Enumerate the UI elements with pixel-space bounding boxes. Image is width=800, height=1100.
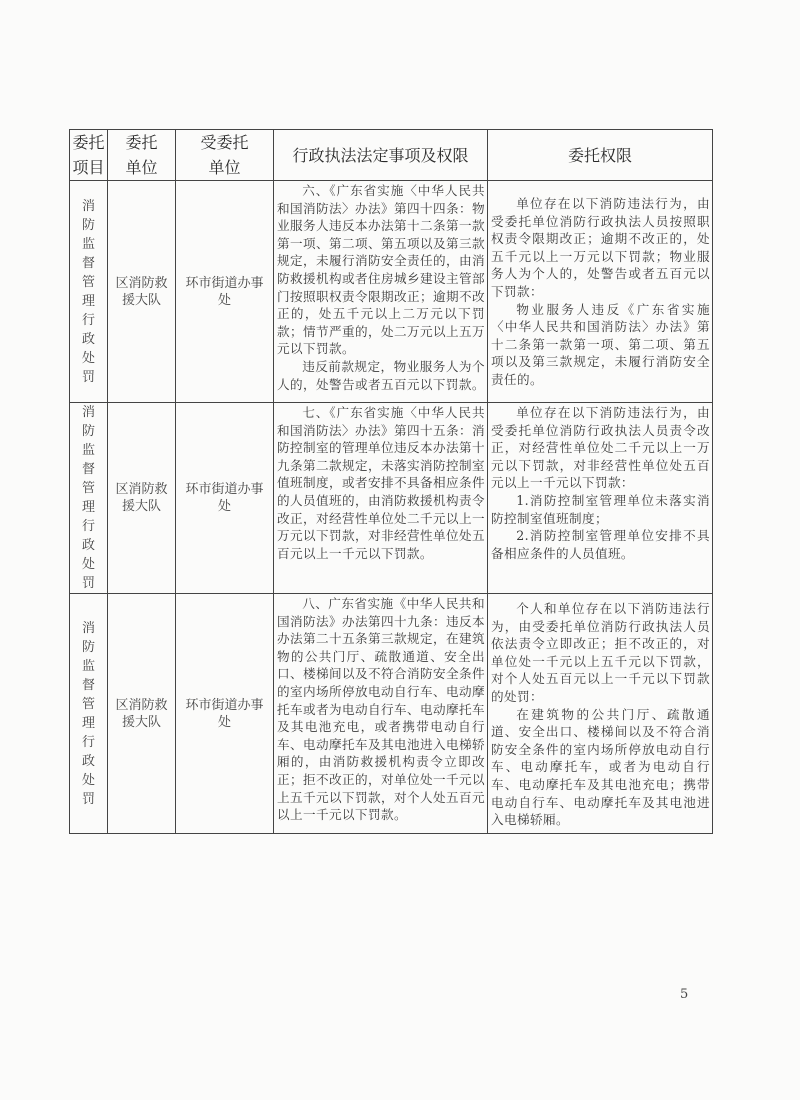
paragraph: 七、《广东省实施〈中华人民共和国消防法〉办法》第四十五条：消防控制室的管理单位违反本办法第十九条第二款规定，未落实消防控制室值班制度，或者安排不具备相应条件的人员值班的，由消防救援机构责令改正，对经营性单位处二千元以上一万元以下罚款，对非经营性单位处五百元以上一千元以下罚款。 — [277, 405, 485, 561]
header-legal-matters: 行政执法法定事项及权限 — [274, 130, 488, 181]
header-line: 受委托 — [200, 133, 249, 152]
legal-matters-cell — [274, 594, 488, 834]
paragraph: 单位存在以下消防违法行为，由受委托单位消防行政执法人员责令改正，对经营性单位处二千元以上一万元以下罚款，对非经营性单位处五百元以上一千元以下罚款： — [491, 405, 710, 491]
paragraph: 六、《广东省实施〈中华人民共和国消防法〉办法》第四十四条：物业服务人违反本办法第十二条第一款第一项、第二项、第五项以及第三款规定，未履行消防安全责任的，由消防救援机构或者住房城乡建设主管部门按照职权责令限期改正；逾期不改正的，处五千元以上二万元以下罚款；情节严重的，处二万元以上五万元以下罚款。 — [277, 183, 485, 357]
paragraph: 在建筑物的公共门厅、疏散通道、安全出口、楼梯间以及不符合消防安全条件的室内场所停放电动自行车、电动摩托车，或者为电动自行车、电动摩托车及其电池充电；携带电动自行车、电动摩托车及其电池进入电梯轿厢。 — [491, 706, 710, 828]
page-number: 5 — [680, 987, 689, 1002]
item-cell: 消防监督管理行政处罚 — [70, 181, 108, 403]
legal-matters-cell — [274, 403, 488, 594]
header-item-label: 委托项目 — [72, 133, 105, 177]
paragraph: 单位存在以下消防违法行为，由受委托单位消防行政执法人员按照职权责令限期改正；逾期不改正的，处五千元以上一万元以下罚款；物业服务人为个人的，处警告或者五百元以下罚款： — [491, 196, 710, 299]
item-cell: 消防监督管理行政处罚 — [70, 594, 108, 834]
authority-cell — [488, 403, 713, 594]
entrusting-unit-cell: 区消防救援大队 — [108, 181, 176, 403]
paragraph: 1.消防控制室管理单位未落实消防控制室值班制度； — [491, 492, 710, 526]
entrusted-unit-cell: 环市街道办事处 — [176, 594, 274, 834]
entrusting-unit-cell: 区消防救援大队 — [108, 403, 176, 594]
header-entrusted-unit — [176, 130, 274, 181]
paragraph: 违反前款规定，物业服务人为个人的，处警告或者五百元以下罚款。 — [277, 358, 485, 392]
legal-matters-cell — [274, 181, 488, 403]
header-line: 单位 — [208, 158, 241, 177]
table-row — [70, 594, 713, 834]
item-cell: 消防监督管理行政处罚 — [70, 403, 108, 594]
header-line: 单位 — [125, 158, 158, 177]
header-entrusting-unit — [108, 130, 176, 181]
authority-cell — [488, 181, 713, 403]
delegation-table — [69, 129, 713, 834]
paragraph: 个人和单位存在以下消防违法行为，由受委托单位消防行政执法人员依法责令立即改正；拒不改正的，对单位处一千元以上五千元以下罚款，对个人处五百元以上一千元以下罚款的处罚： — [491, 601, 710, 704]
paragraph: 八、广东省实施《中华人民共和国消防法》办法第四十九条：违反本办法第二十五条第三款规定，在建筑物的公共门厅、疏散通道、安全出口、楼梯间以及不符合消防安全条件的室内场所停放电动自行车、电动摩托车或者为电动自行车、电动摩托车及其电池充电，或者携带电动自行车、电动摩托车及其电池进入电梯轿厢的，由消防救援机构责令立即改正；拒不改正的，对单位处一千元以上五千元以下罚款，对个人处五百元以上一千元以下罚款。 — [277, 596, 485, 823]
header-authority: 委托权限 — [488, 130, 713, 181]
authority-cell — [488, 594, 713, 834]
header-line: 委托 — [125, 133, 158, 152]
table-row — [70, 403, 713, 594]
table-row — [70, 181, 713, 403]
entrusted-unit-cell: 环市街道办事处 — [176, 181, 274, 403]
table-header-row — [70, 130, 713, 181]
entrusting-unit-cell: 区消防救援大队 — [108, 594, 176, 834]
paragraph: 2.消防控制室管理单位安排不具备相应条件的人员值班。 — [491, 528, 710, 561]
paragraph: 物业服务人违反《广东省实施〈中华人民共和国消防法〉办法》第十二条第一款第一项、第二项、第五项以及第三款规定，未履行消防安全责任的。 — [491, 301, 710, 387]
entrusted-unit-cell: 环市街道办事处 — [176, 403, 274, 594]
header-item — [70, 130, 108, 181]
